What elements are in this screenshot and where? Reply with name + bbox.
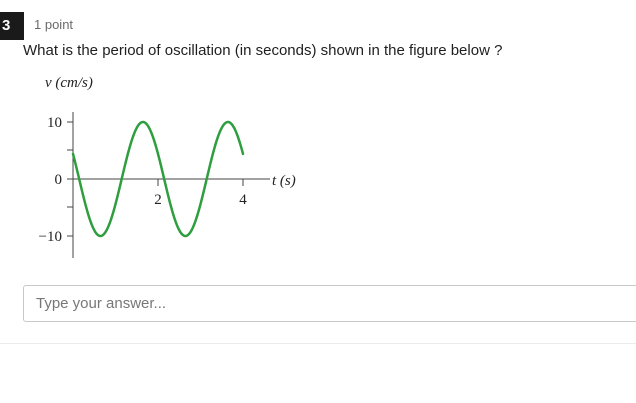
answer-input[interactable]	[24, 286, 636, 321]
divider	[0, 343, 636, 344]
y-tick-label-10: 10	[47, 115, 62, 131]
y-tick-label-0: 0	[54, 172, 62, 188]
y-axis-label: v (cm/s)	[45, 75, 93, 91]
y-tick-label-neg10: −10	[38, 229, 62, 245]
question-points: 1 point	[34, 17, 74, 32]
answer-box[interactable]	[23, 285, 636, 322]
question-text: What is the period of oscillation (in seconds) shown in the figure below ?	[23, 42, 503, 59]
x-axis-label: t (s)	[272, 173, 296, 189]
question-number: 3	[0, 12, 24, 40]
x-tick-label-2: 2	[154, 192, 162, 208]
x-tick-label-4: 4	[239, 192, 247, 208]
